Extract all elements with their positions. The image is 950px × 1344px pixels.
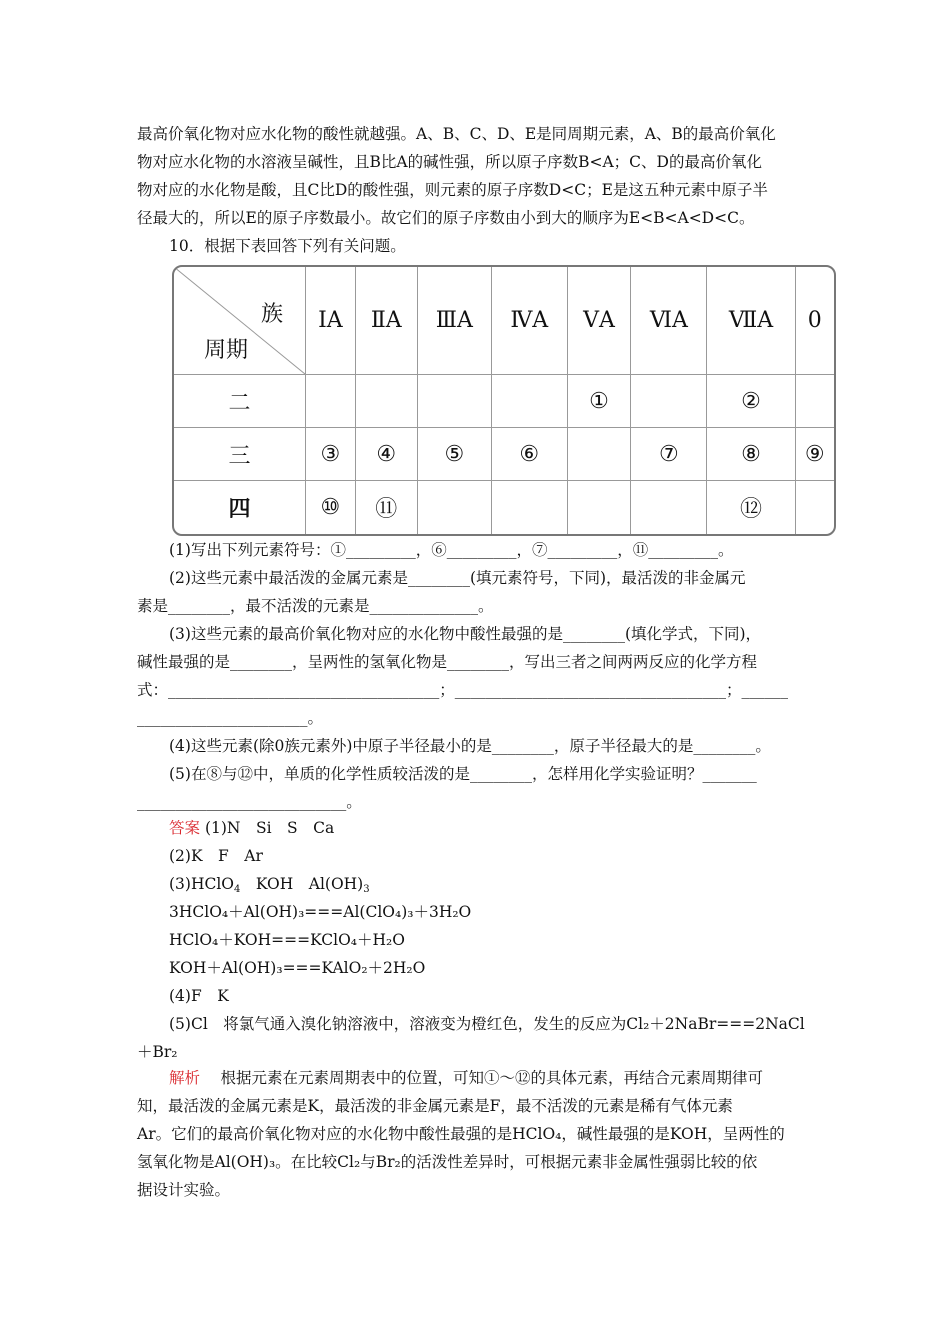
- answer-3-text: KOH Al(OH): [240, 875, 364, 893]
- table-header-row: [174, 267, 834, 375]
- element-cell: ③: [306, 428, 356, 481]
- element-cell: [796, 375, 834, 428]
- group-header: ⅦA: [707, 267, 795, 375]
- subscript: 3: [363, 884, 370, 895]
- table-row: [174, 375, 834, 428]
- element-cell: ⑦: [631, 428, 707, 481]
- question-2: (2)这些元素中最活泼的金属元素是________(填元素符号，下同)，最活泼的非金属元: [169, 569, 746, 587]
- question-2-cont: 素是________，最不活泼的元素是______________。: [137, 597, 494, 615]
- answer-5: (5)Cl 将氯气通入溴化钠溶液中，溶液变为橙红色，发生的反应为Cl₂＋2NaBr===2NaCl: [169, 1015, 805, 1033]
- equation-1: 3HClO₄＋Al(OH)₃===Al(ClO₄)₃＋3H₂O: [169, 903, 472, 921]
- intro-line: 径最大的，所以E的原子序数最小。故它们的原子序数由小到大的顺序为E<B<A<D<C。: [137, 209, 755, 227]
- element-cell: [568, 428, 632, 481]
- intro-line: 物对应水化物的水溶液呈碱性，且B比A的碱性强，所以原子序数B<A；C、D的最高价氧化: [137, 153, 762, 171]
- element-cell: [492, 481, 568, 534]
- group-label: 族: [260, 302, 283, 327]
- periodic-table: [172, 265, 836, 536]
- element-cell: ①: [568, 375, 632, 428]
- question-3: (3)这些元素的最高价氧化物对应的水化物中酸性最强的是________(填化学式，下同)，: [169, 625, 762, 643]
- element-cell: ⑤: [418, 428, 492, 481]
- element-cell: ②: [707, 375, 795, 428]
- intro-line: 最高价氧化物对应水化物的酸性就越强。A、B、C、D、E是同周期元素，A、B的最高价氧化: [137, 125, 776, 143]
- answer-3: [169, 874, 370, 900]
- question-3-cont: 碱性最强的是________，呈两性的氢氧化物是________，写出三者之间两两反应的化学方程: [137, 653, 758, 671]
- group-header: ⅡA: [356, 267, 418, 375]
- element-cell: [306, 375, 356, 428]
- group-header: ⅣA: [492, 267, 568, 375]
- answer-label: 答案: [169, 819, 201, 837]
- element-cell: [418, 481, 492, 534]
- group-header: 0: [796, 267, 834, 375]
- equation-3: KOH＋Al(OH)₃===KAlO₂＋2H₂O: [169, 959, 426, 977]
- corner-cell: [174, 267, 306, 375]
- period-cell: 三: [174, 428, 306, 481]
- answer-line: [169, 818, 334, 838]
- answer-3-text: (3)HClO: [169, 875, 234, 893]
- equation-2: HClO₄＋KOH===KClO₄＋H₂O: [169, 931, 405, 949]
- question-4: (4)这些元素(除0族元素外)中原子半径最小的是________，原子半径最大的是________。: [169, 737, 771, 755]
- element-cell: ⑩: [306, 481, 356, 534]
- element-cell: ⑥: [492, 428, 568, 481]
- question-3-cont: 式：___________________________________；___________________________________；______: [137, 681, 789, 699]
- analysis-text: 根据元素在元素周期表中的位置，可知①～⑫的具体元素，再结合元素周期律可: [220, 1069, 763, 1087]
- question-1: (1)写出下列元素符号：①_________，⑥_________，⑦_________，⑪_________。: [169, 541, 734, 559]
- analysis-line: Ar。它们的最高价氧化物对应的水化物中酸性最强的是HClO₄，碱性最强的是KOH，呈两性的: [137, 1125, 785, 1143]
- group-header: ⅠA: [306, 267, 356, 375]
- question-3-cont: ______________________。: [137, 709, 324, 727]
- analysis-line: 知，最活泼的金属元素是K，最活泼的非金属元素是F，最不活泼的元素是稀有气体元素: [137, 1097, 733, 1115]
- element-cell: ④: [356, 428, 418, 481]
- period-cell: 二: [174, 375, 306, 428]
- element-cell: [356, 375, 418, 428]
- answer-4: (4)F K: [169, 987, 229, 1005]
- answer-5-cont: ＋Br₂: [137, 1043, 178, 1061]
- element-cell: [492, 375, 568, 428]
- table-row: [174, 428, 834, 481]
- element-cell: ⑫: [707, 481, 795, 534]
- analysis-line: 据设计实验。: [137, 1181, 231, 1199]
- analysis-line: [169, 1068, 763, 1088]
- element-cell: ⑨: [796, 428, 834, 481]
- element-cell: [631, 481, 707, 534]
- group-header: ⅢA: [418, 267, 492, 375]
- intro-line: 物对应的水化物是酸，且C比D的酸性强，则元素的原子序数D<C；E是这五种元素中原子半: [137, 181, 768, 199]
- group-header: ⅥA: [631, 267, 707, 375]
- element-cell: ⑧: [707, 428, 795, 481]
- element-cell: [418, 375, 492, 428]
- period-label: 周期: [204, 338, 249, 363]
- answer-2: (2)K F Ar: [169, 847, 263, 865]
- element-cell: [631, 375, 707, 428]
- analysis-line: 氢氧化物是Al(OH)₃。在比较Cl₂与Br₂的活泼性差异时，可根据元素非金属性强弱比较的依: [137, 1153, 758, 1171]
- table-row: [174, 481, 834, 534]
- group-header: ⅤA: [568, 267, 632, 375]
- element-cell: ⑪: [356, 481, 418, 534]
- element-cell: [568, 481, 632, 534]
- question-5-cont: ___________________________。: [137, 793, 362, 811]
- subscript: 4: [234, 884, 241, 895]
- element-cell: [796, 481, 834, 534]
- answer-1: (1)N Si S Ca: [204, 819, 335, 837]
- question-5: (5)在⑧与⑫中，单质的化学性质较活泼的是________，怎样用化学实验证明？_______: [169, 765, 757, 783]
- question-title: 10．根据下表回答下列有关问题。: [169, 237, 406, 255]
- analysis-label: 解析: [169, 1069, 201, 1087]
- period-cell: 四: [174, 481, 306, 534]
